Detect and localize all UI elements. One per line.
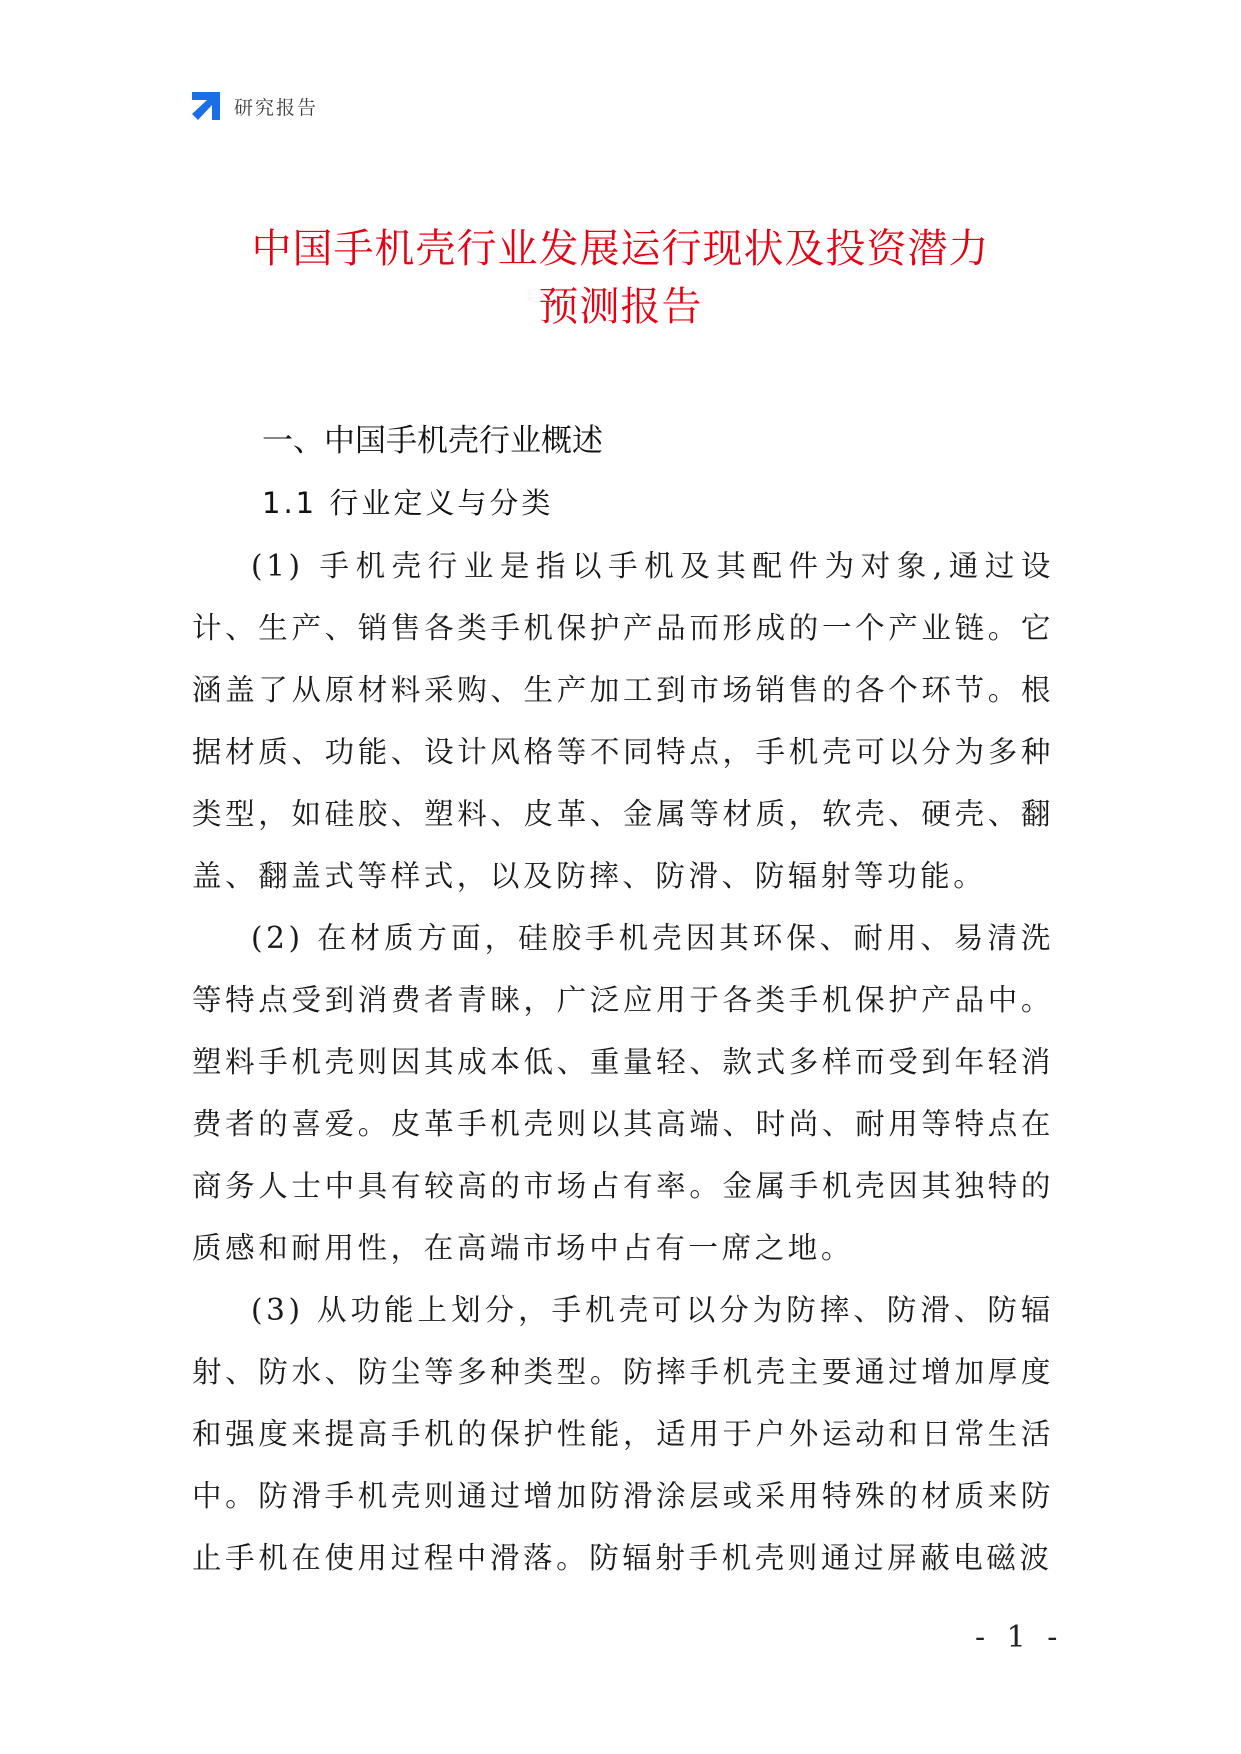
paragraph-3: (3) 从功能上划分，手机壳可以分为防摔、防滑、防辐射、防水、防尘等多种类型。防摔手机壳主要通过增加厚度和强度来提高手机的保护性能，适用于户外运动和日常生活中。防滑手机壳则通过增加防滑涂层或采用特殊的材质来防止手机在使用过程中滑落。防辐射手机壳则通过屏蔽电磁波 bbox=[192, 1293, 1054, 1575]
section-heading: 一、中国手机壳行业概述 bbox=[262, 423, 603, 459]
document-header bbox=[190, 88, 318, 124]
body-text bbox=[192, 535, 1054, 1589]
arrow-up-right-icon bbox=[190, 90, 222, 122]
page-number: - 1 - bbox=[975, 1620, 1064, 1655]
subsection-heading: 1.1 行业定义与分类 bbox=[262, 486, 554, 520]
paragraph-1: (1) 手机壳行业是指以手机及其配件为对象,通过设计、生产、销售各类手机保护产品而形成的一个产业链。它涵盖了从原材料采购、生产加工到市场销售的各个环节。根据材质、功能、设计风格等不同特点，手机壳可以分为多种类型，如硅胶、塑料、皮革、金属等材质，软壳、硬壳、翻盖、翻盖式等样式，以及防摔、防滑、防辐射等功能。 bbox=[192, 549, 1054, 893]
paragraph-2: (2) 在材质方面，硅胶手机壳因其环保、耐用、易清洗等特点受到消费者青睐，广泛应用于各类手机保护产品中。塑料手机壳则因其成本低、重量轻、款式多样而受到年轻消费者的喜爱。皮革手机壳则以其高端、时尚、耐用等特点在商务人士中具有较高的市场占有率。金属手机壳因其独特的质感和耐用性，在高端市场中占有一席之地。 bbox=[192, 921, 1054, 1265]
report-title-line-1: 中国手机壳行业发展运行现状及投资潜力 bbox=[251, 226, 990, 272]
report-title-line-2: 预测报告 bbox=[538, 284, 703, 330]
header-label: 研究报告 bbox=[234, 96, 319, 119]
report-title bbox=[150, 220, 1091, 336]
